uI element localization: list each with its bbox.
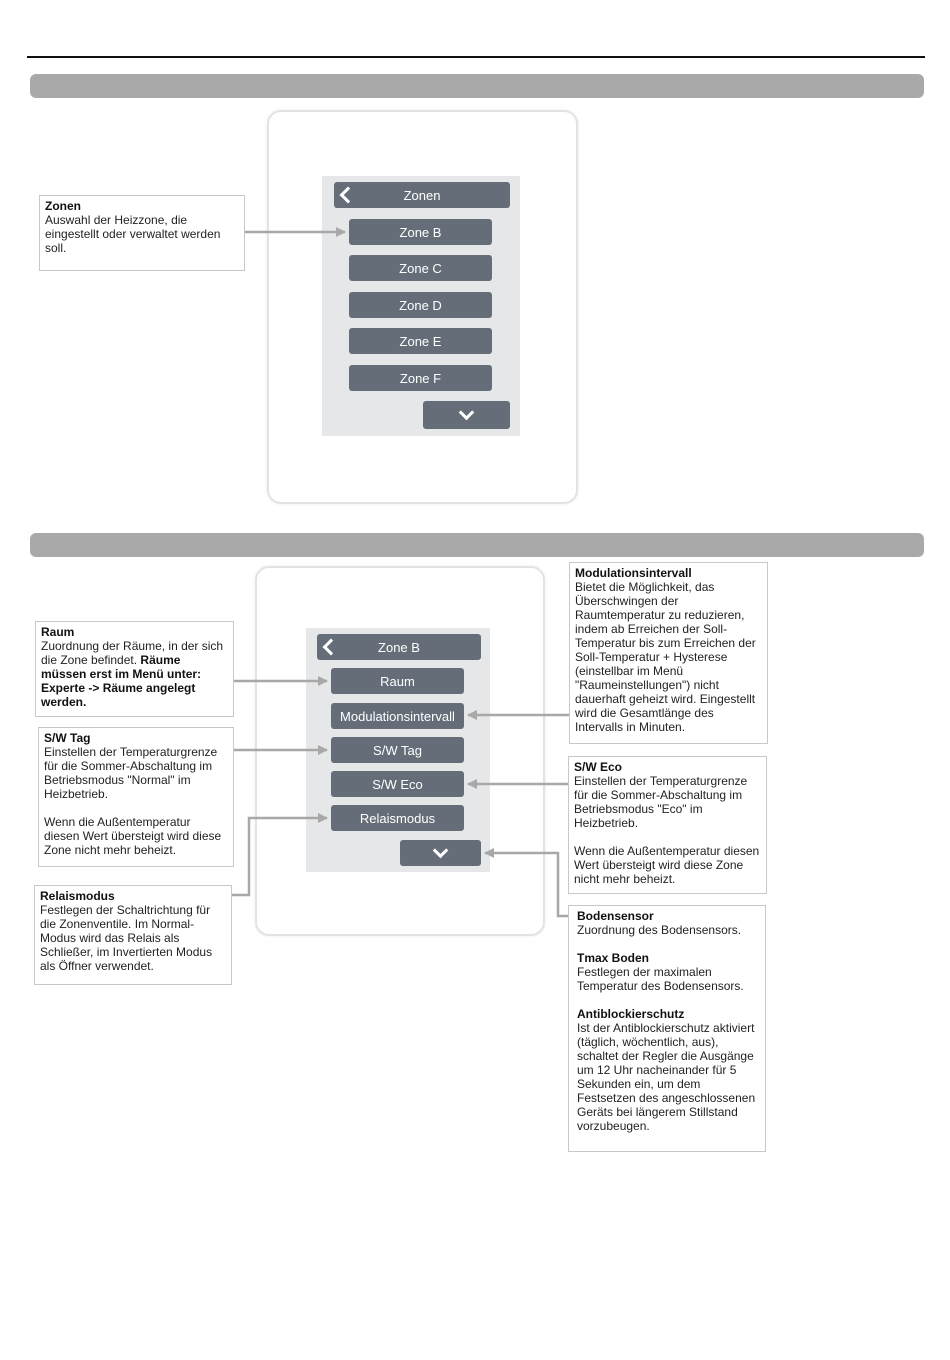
note-modulationsintervall-title: Modulationsintervall — [575, 566, 692, 580]
note-zonen-title: Zonen — [45, 199, 81, 213]
note-raum-bold: Räume müssen erst im Menü unter: Experte -> Räume angelegt werden. — [41, 653, 202, 709]
zone-c-button[interactable]: Zone C — [349, 255, 492, 281]
note-relaismodus-title: Relaismodus — [40, 889, 115, 903]
note-bodensensor-text: Zuordnung des Bodensensors. — [577, 923, 742, 937]
note-modulationsintervall-text: Bietet die Möglichkeit, das Überschwingen der Raumtemperatur zu reduzieren, indem ab Erreichen der Soll-Temperatur bis zum Erreichen der Soll-Temperatur + Hysterese (einstellbar im Menü "Raumeinstellungen") nicht dauerhaft geheizt wird. Eingestellt wird die Gesamtlänge des Intervalls in Minuten. — [575, 580, 756, 734]
zone-f-button[interactable]: Zone F — [349, 365, 492, 391]
note-sw-tag-text2: Wenn die Außentemperatur diesen Wert übersteigt wird diese Zone nicht mehr beheizt. — [44, 815, 222, 857]
note-sw-tag-text: Einstellen der Temperaturgrenze für die Sommer-Abschaltung im Betriebsmodus "Normal" im Heizbetrieb. — [44, 745, 218, 801]
zonen-header-title: Zonen — [403, 187, 441, 203]
note-tmax-text: Festlegen der maximalen Temperatur des Bodensensors. — [577, 965, 744, 993]
note-antiblock-text: Ist der Antiblockierschutz aktiviert (täglich, wöchentlich, aus), schaltet der Regler die Ausgänge um 12 Uhr nacheinander für 5 Sekunden ein, um dem Festsetzen des angeschlossenen Geräts bei längerem Stillstand vorzubeugen. — [577, 1021, 756, 1133]
zone-b-button[interactable]: Zone B — [349, 219, 492, 245]
raum-button[interactable]: Raum — [331, 668, 464, 694]
note-sw-eco-text2: Wenn die Außentemperatur diesen Wert übersteigt wird diese Zone nicht mehr beheizt. — [574, 844, 760, 886]
note-antiblock-title: Antiblockierschutz — [577, 1007, 685, 1021]
sw-eco-button[interactable]: S/W Eco — [331, 771, 464, 797]
zone-d-button[interactable]: Zone D — [349, 292, 492, 318]
arrow-more — [485, 853, 568, 916]
note-zonen-text: Auswahl der Heizzone, die eingestellt oder verwaltet werden soll. — [45, 213, 221, 255]
sw-tag-button[interactable]: S/W Tag — [331, 737, 464, 763]
note-tmax-title: Tmax Boden — [577, 951, 650, 965]
modulationsintervall-button[interactable]: Modulationsintervall — [331, 703, 464, 729]
note-raum-title: Raum — [41, 625, 75, 639]
note-relaismodus-text: Festlegen der Schaltrichtung für die Zonenventile. Im Normal-Modus wird das Relais als Schließer, im Invertierten Modus als Öffner verwendet. — [40, 903, 213, 973]
relaismodus-button[interactable]: Relaismodus — [331, 805, 464, 831]
zone-e-button[interactable]: Zone E — [349, 328, 492, 354]
note-raum-plain: Zuordnung der Räume, in der sich die Zone befindet. — [41, 639, 224, 667]
note-sw-eco-title: S/W Eco — [574, 760, 623, 774]
note-sw-eco-text: Einstellen der Temperaturgrenze für die Sommer-Abschaltung im Betriebsmodus "Eco" im Heizbetrieb. — [574, 774, 748, 830]
note-bodensensor-title: Bodensensor — [577, 909, 654, 923]
note-sw-tag-title: S/W Tag — [44, 731, 91, 745]
zone-b-header-title: Zone B — [378, 639, 420, 655]
arrow-relaismodus — [232, 818, 327, 895]
